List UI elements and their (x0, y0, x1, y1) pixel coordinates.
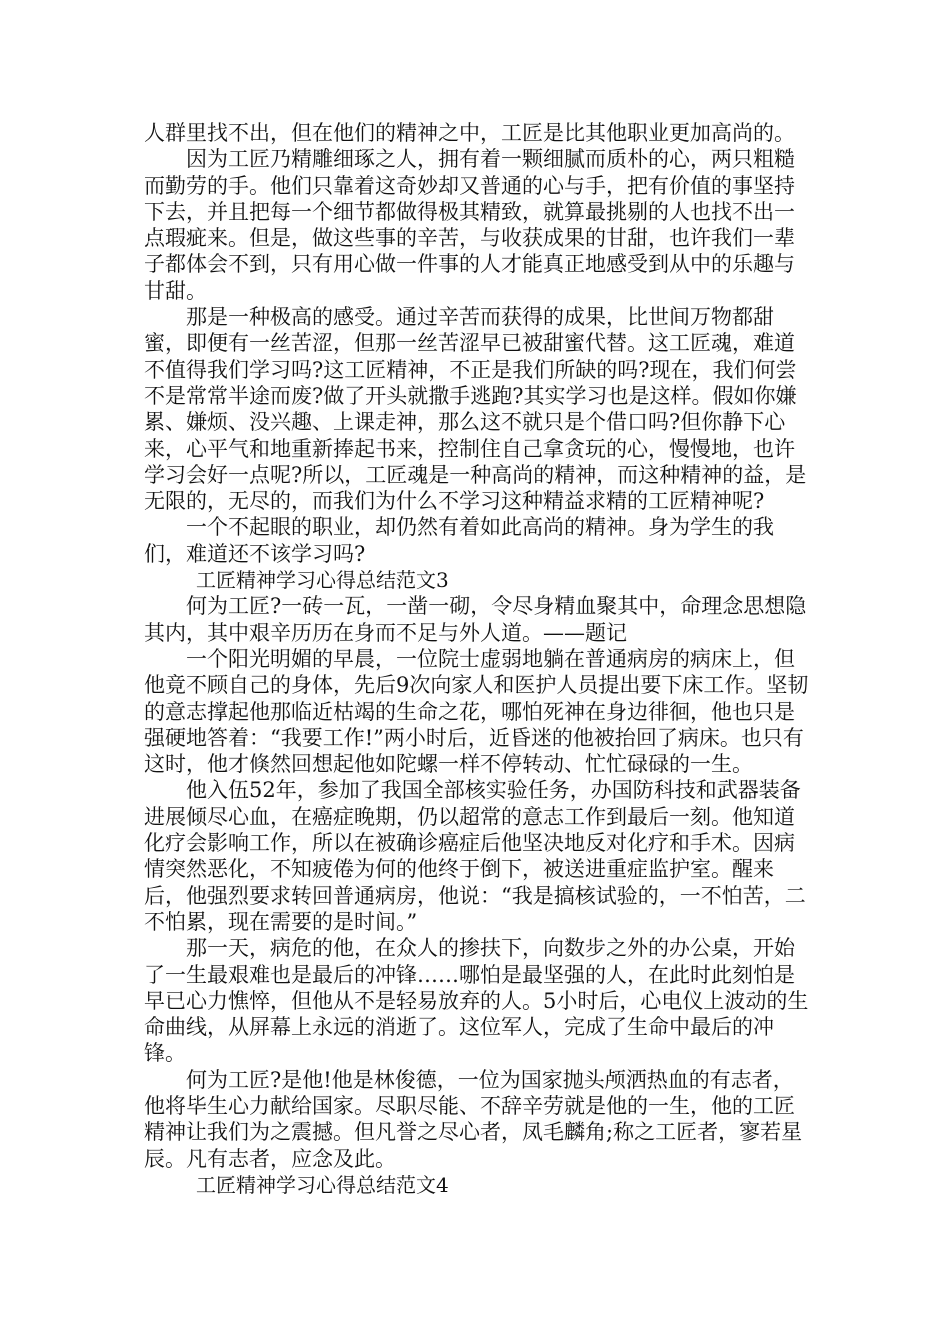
paragraph: 他入伍52年，参加了我国全部核实验任务，办国防科技和武器装备进展倾尽心血，在癌症晚期，仍以超常的意志工作到最后一刻。他知道化疗会影响工作，所以在被确诊癌症后他坚决地反对化疗和手术。因病情突然恶化，不知疲倦为何的他终于倒下，被送进重症监护室。醒来后，他强烈要求转回普通病房，他说：“我是搞核试验的，一不怕苦，二不怕累，现在需要的是时间。” (144, 778, 806, 934)
paragraph: 因为工匠乃精雕细琢之人，拥有着一颗细腻而质朴的心，两只粗糙而勤劳的手。他们只靠着这奇妙却又普通的心与手，把有价值的事坚持下去，并且把每一个细节都做得极其精致，就算最挑剔的人也找不出一点瑕疵来。但是，做这些事的辛苦，与收获成果的甘甜，也许我们一辈子都体会不到，只有用心做一件事的人才能真正地感受到从中的乐趣与甘甜。 (144, 147, 795, 303)
paragraph: 一个阳光明媚的早晨，一位院士虚弱地躺在普通病房的病床上，但他竟不顾自己的身体，先后9次向家人和医护人员提出要下床工作。坚韧的意志撑起他那临近枯竭的生命之花，哪怕死神在身边徘徊，他也只是强硬地答着：“我要工作!”两小时后，近昏迷的他被抬回了病床。也只有这时，他才倏然回想起他如陀螺一样不停转动、忙忙碌碌的一生。 (144, 646, 809, 777)
paragraph: 何为工匠?一砖一瓦，一凿一砌，令尽身精血聚其中，命理念思想隐其内，其中艰辛历历在身而不足与外人道。——题记 (144, 594, 807, 645)
paragraph: 一个不起眼的职业，却仍然有着如此高尚的精神。身为学生的我们，难道还不该学习吗? (144, 515, 774, 566)
document-body (144, 120, 814, 1198)
paragraph: 人群里找不出，但在他们的精神之中，工匠是比其他职业更加高尚的。 (144, 121, 795, 145)
section-heading-4: 工匠精神学习心得总结范文4 (196, 1172, 449, 1197)
section-heading-3: 工匠精神学习心得总结范文3 (196, 568, 449, 593)
paragraph: 那一天，病危的他，在众人的掺扶下，向数步之外的办公桌，开始了一生最艰难也是最后的冲锋……哪怕是最坚强的人，在此时此刻怕是早已心力憔悴，但他从不是轻易放弃的人。5小时后，心电仪上波动的生命曲线，从屏幕上永远的消逝了。这位军人，完成了生命中最后的冲锋。 (144, 936, 809, 1066)
paragraph: 那是一种极高的感受。通过辛苦而获得的成果，比世间万物都甜蜜，即便有一丝苦涩，但那一丝苦涩早已被甜蜜代替。这工匠魂，难道不值得我们学习吗?这工匠精神，不正是我们所缺的吗?现在，我们何尝不是常常半途而废?做了开头就撒手逃跑?其实学习也是这样。假如你嫌累、嫌烦、没兴趣、上课走神，那么这不就只是个借口吗?但你静下心来，心平气和地重新捧起书来，控制住自己拿贪玩的心，慢慢地，也许学习会好一点呢?所以，工匠魂是一种高尚的精神，而这种精神的益，是无限的，无尽的，而我们为什么不学习这种精益求精的工匠精神呢? (144, 305, 807, 514)
paragraph: 何为工匠?是他!他是林俊德，一位为国家抛头颅洒热血的有志者，他将毕生心力献给国家。尽职尽能、不辞辛劳就是他的一生，他的工匠精神让我们为之震撼。但凡誉之尽心者，凤毛麟角;称之工匠者，寥若星辰。凡有志者，应念及此。 (144, 1067, 803, 1171)
